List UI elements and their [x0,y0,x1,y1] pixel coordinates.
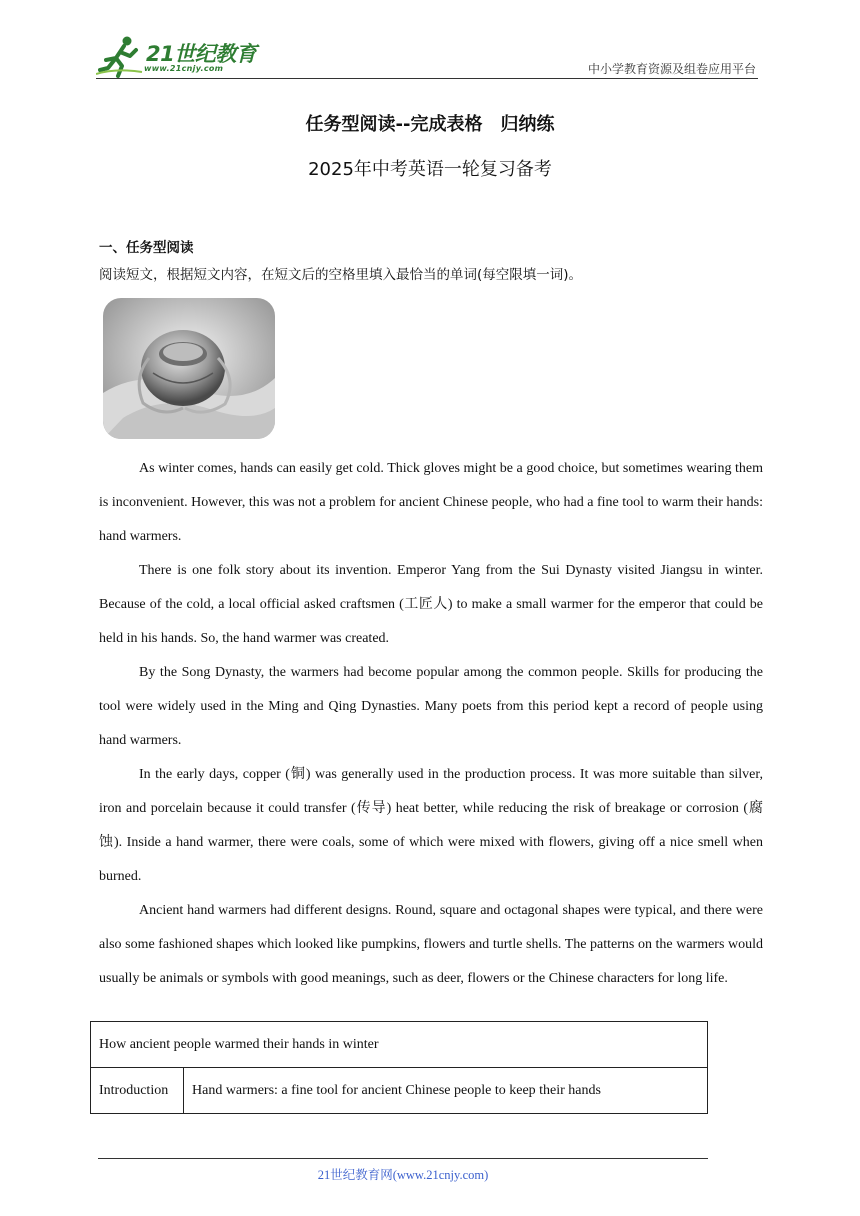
page-title: 任务型阅读--完成表格 归纳练 [305,114,555,135]
passage-paragraph: By the Song Dynasty, the warmers had become popular among the common people. Skills for producing the tool were widely used in the Ming and Qing Dynasties. Many poets from this period kept a record of people using hand warmers. [99,665,763,748]
passage-paragraph: In the early days, copper (铜) was generally used in the production process. It was more suitable than silver, iron and porcelain because it could transfer (传导) heat better, while reducing the risk of breakage or corrosion (腐蚀). Inside a hand warmer, there were coals, some of which were mixed with flowers, giving off a nice smell when burned. [99,767,763,884]
logo-url: www.21cnjy.com [144,64,224,73]
table-title-row [91,1022,708,1068]
site-logo [96,34,266,78]
reading-passage [99,452,763,996]
table-title: How ancient people warmed their hands in winter [91,1022,708,1068]
passage-paragraph: Ancient hand warmers had different designs. Round, square and octagonal shapes were typical, and there were also some fashioned shapes which looked like pumpkins, flowers and turtle shells. The patterns on the warmers would usually be animals or symbols with good meanings, such as deer, flowers or the Chinese characters for long life. [99,903,763,986]
page-header [96,34,758,79]
passage-paragraph: There is one folk story about its invention. Emperor Yang from the Sui Dynasty visited Jiangsu in winter. Because of the cold, a local official asked craftsmen (工匠人) to make a small warmer for the emperor that could be held in his hands. So, the hand warmer was created. [99,563,763,646]
passage-paragraph: As winter comes, hands can easily get cold. Thick gloves might be a good choice, but sometimes wearing them is inconvenient. However, this was not a problem for ancient Chinese people, who had a fine tool to warm their hands: hand warmers. [99,461,763,544]
table-row-content: Hand warmers: a fine tool for ancient Chinese people to keep their hands [184,1068,708,1114]
platform-name: 中小学教育资源及组卷应用平台 [587,62,756,76]
instruction-text: 阅读短文，根据短文内容，在短文后的空格里填入最恰当的单词(每空限填一词)。 [99,267,583,283]
page-subtitle: 2025年中考英语一轮复习备考 [308,159,552,180]
running-man-icon [96,34,146,78]
table-row [91,1068,708,1114]
section-heading: 一、任务型阅读 [99,240,194,256]
logo-text: 21世纪教育 [146,42,257,66]
table-row-label: Introduction [91,1068,184,1114]
footer-divider [98,1158,708,1159]
hand-warmer-photo [103,298,275,439]
footer-link[interactable]: 21世纪教育网(www.21cnjy.com) [317,1168,489,1182]
summary-table [90,1021,708,1114]
